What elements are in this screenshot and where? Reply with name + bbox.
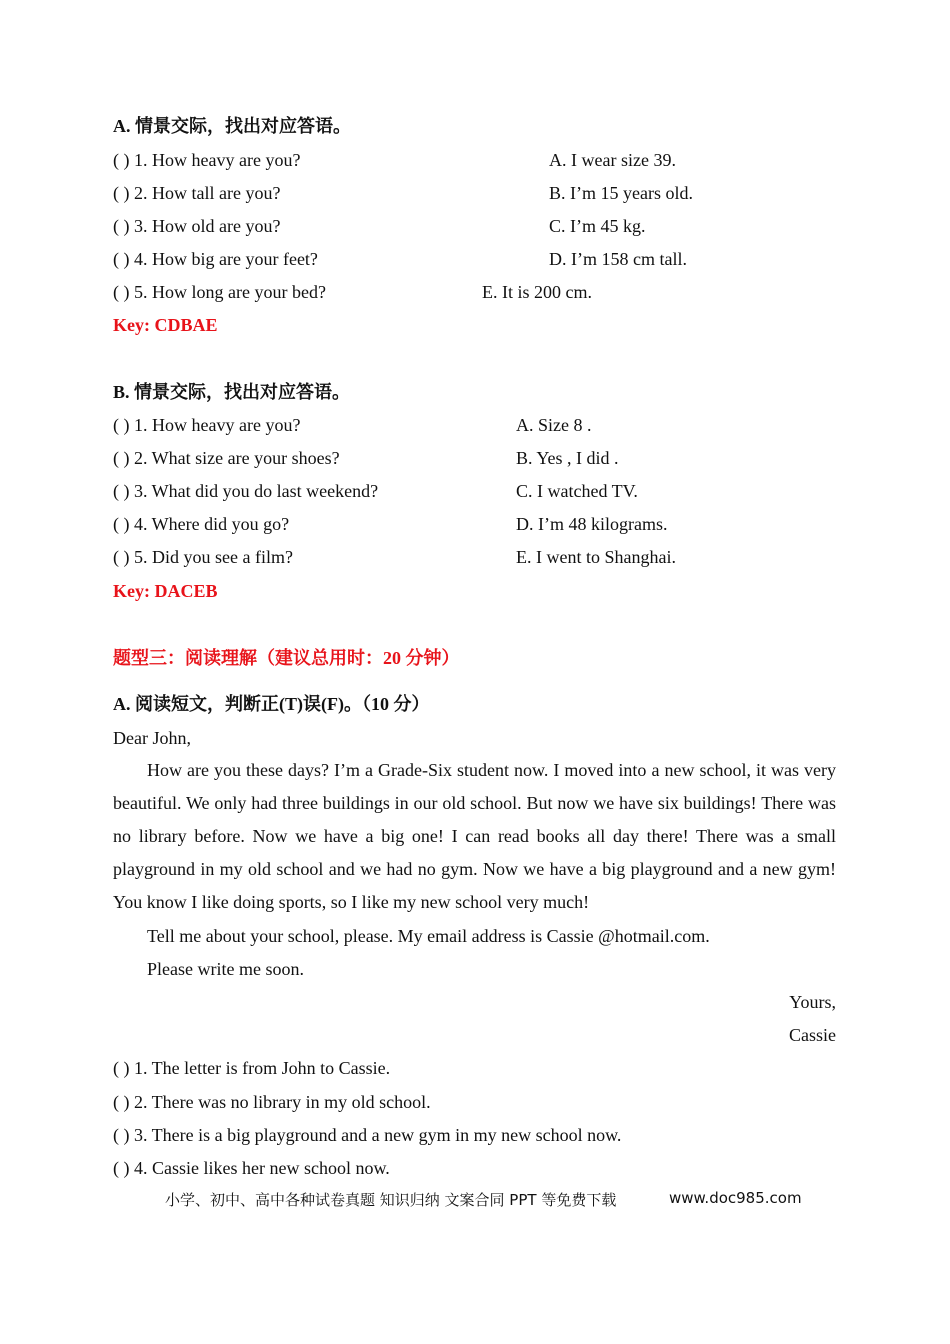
footer-url[interactable]: www.doc985.com xyxy=(669,1189,802,1207)
section-a-question-1: ( ) 1. How heavy are you? xyxy=(113,150,301,170)
statement-2: ( ) 2. There was no library in my old school. xyxy=(113,1092,431,1112)
part3-title: 题型三：阅读理解（建议总用时：20 分钟） xyxy=(113,648,460,668)
statement-1: ( ) 1. The letter is from John to Cassie. xyxy=(113,1058,391,1078)
section-a-title: A. 情景交际，找出对应答语。 xyxy=(113,116,351,136)
section-b-question-1: ( ) 1. How heavy are you? xyxy=(113,415,301,435)
section-b-question-4: ( ) 4. Where did you go? xyxy=(113,514,290,534)
section-a-question-5: ( ) 5. How long are your bed? xyxy=(113,282,326,302)
section-b-answer-e: E. I went to Shanghai. xyxy=(516,547,676,567)
letter-closing: Yours, xyxy=(789,992,836,1012)
section-a-answer-a: A. I wear size 39. xyxy=(549,150,676,170)
section-b-question-5: ( ) 5. Did you see a film? xyxy=(113,547,293,567)
section-b-key: Key: DACEB xyxy=(113,581,218,601)
section-a-question-2: ( ) 2. How tall are you? xyxy=(113,183,281,203)
statement-4: ( ) 4. Cassie likes her new school now. xyxy=(113,1158,390,1178)
section-b-question-3: ( ) 3. What did you do last weekend? xyxy=(113,481,379,501)
section-a-answer-e: E. It is 200 cm. xyxy=(482,282,592,302)
letter-greeting: Dear John, xyxy=(113,728,191,748)
section-b-question-2: ( ) 2. What size are your shoes? xyxy=(113,448,340,468)
footer-text: 小学、初中、高中各种试卷真题 知识归纳 文案合同 PPT 等免费下载 xyxy=(165,1191,617,1209)
section-a-answer-c: C. I’m 45 kg. xyxy=(549,216,646,236)
letter-paragraph-3: Please write me soon. xyxy=(147,959,304,979)
letter-signature: Cassie xyxy=(789,1025,836,1045)
section-b-title: B. 情景交际，找出对应答语。 xyxy=(113,382,351,402)
part3-subtitle: A. 阅读短文，判断正(T)误(F)。（10 分） xyxy=(113,694,430,714)
section-a-question-4: ( ) 4. How big are your feet? xyxy=(113,249,318,269)
section-a-answer-b: B. I’m 15 years old. xyxy=(549,183,693,203)
statement-3: ( ) 3. There is a big playground and a new gym in my new school now. xyxy=(113,1125,622,1145)
section-a-question-3: ( ) 3. How old are you? xyxy=(113,216,281,236)
letter-paragraph-1: How are you these days? I’m a Grade-Six student now. I moved into a new school, it was very beautiful. We only had three buildings in our old school. But now we have six buildings! There was no library before. Now we have a big one! I can read books all day there! There was a small playground in my old school and we had no gym. Now we have a big playground and a new gym! You know I like doing sports, so I like my new school very much! xyxy=(113,760,836,912)
letter-paragraph-2: Tell me about your school, please. My email address is Cassie @hotmail.com. xyxy=(147,926,710,946)
section-b-answer-a: A. Size 8 . xyxy=(516,415,592,435)
section-a-answer-d: D. I’m 158 cm tall. xyxy=(549,249,687,269)
section-b-answer-b: B. Yes , I did . xyxy=(516,448,619,468)
section-b-answer-d: D. I’m 48 kilograms. xyxy=(516,514,668,534)
section-a-key: Key: CDBAE xyxy=(113,315,218,335)
section-b-answer-c: C. I watched TV. xyxy=(516,481,638,501)
